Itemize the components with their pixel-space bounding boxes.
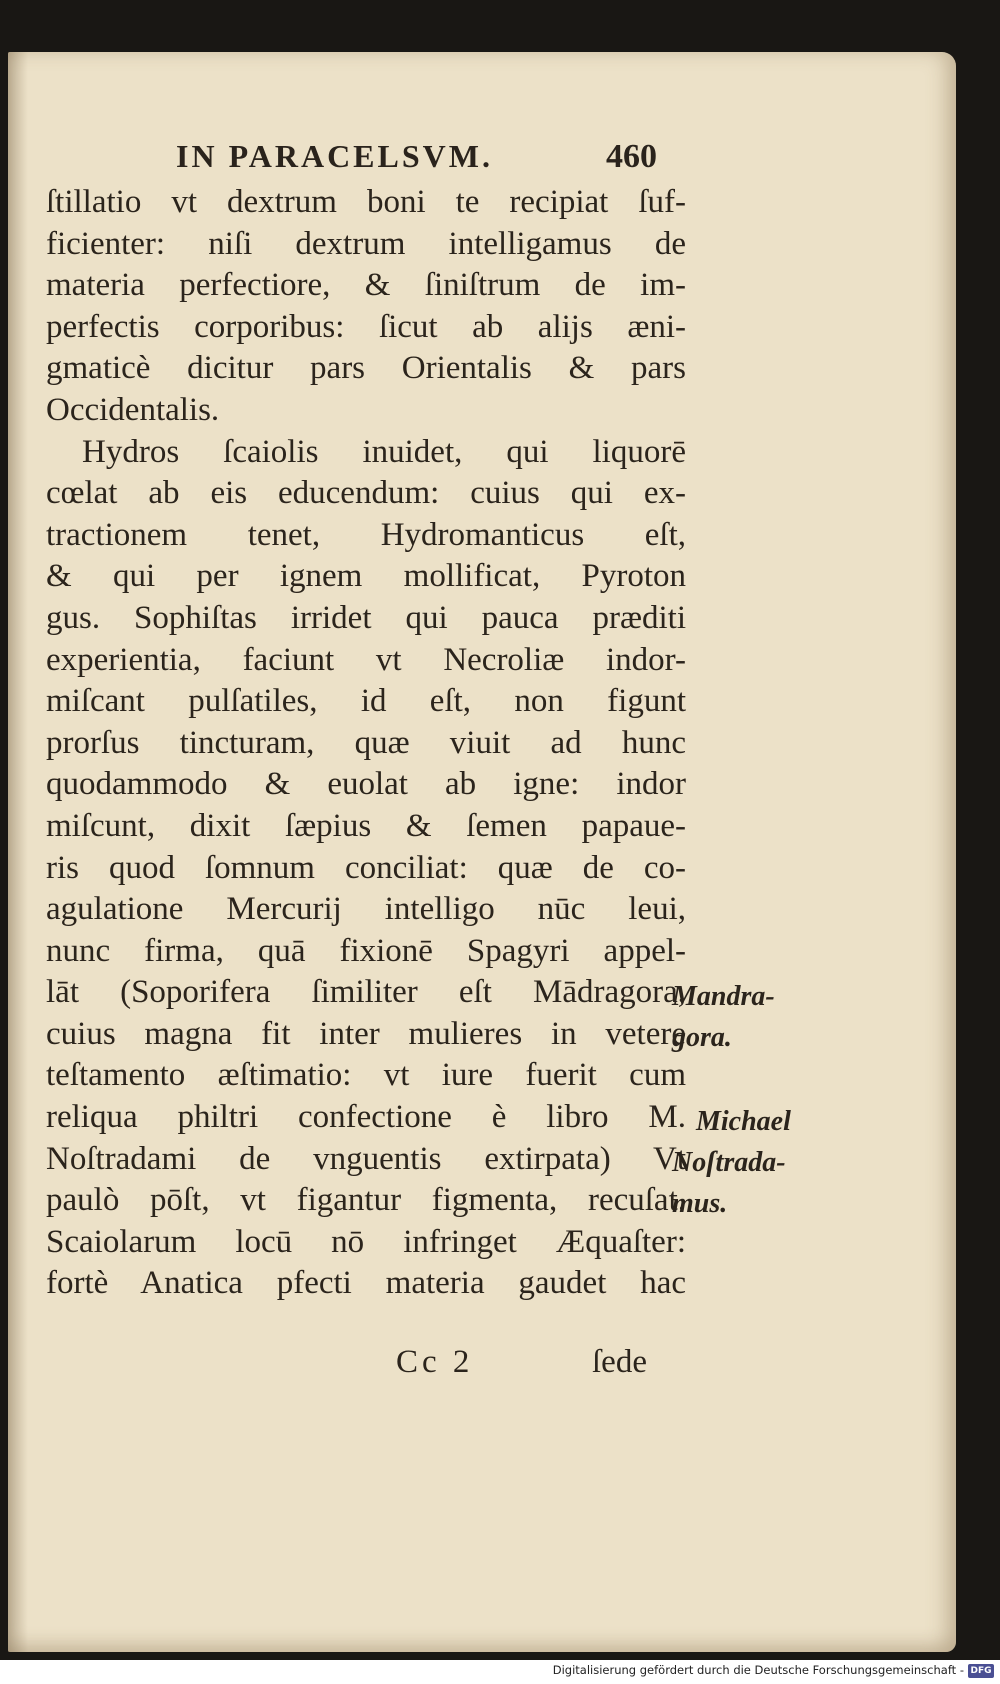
- text-line: ſtillatio vt dextrum boni te recipiat ſuf-: [46, 184, 686, 220]
- text-line: materia perfectiore, & ſiniſtrum de im-: [46, 267, 686, 304]
- text-line: ficienter: niſi dextrum intelligamus de: [46, 225, 686, 262]
- text-line: teſtamento æſtimatio: vt iure fuerit cum: [46, 1057, 686, 1094]
- text-line: ris quod ſomnum conciliat: quæ de co-: [46, 849, 686, 886]
- page-number: 460: [606, 138, 657, 175]
- text-line: gus. Sophiſtas irridet qui pauca præditi: [46, 599, 686, 636]
- marginal-note-mandragora: gora.: [672, 1022, 732, 1053]
- text-line: perfectis corporibus: ſicut ab alijs æni-: [46, 308, 686, 345]
- text-line: miſcant pulſatiles, id eſt, non figunt: [46, 683, 686, 720]
- text-line: paulò pōſt, vt figantur figmenta, recuſat.: [46, 1182, 686, 1219]
- text-line: Hydros ſcaiolis inuidet, qui liquorē: [82, 433, 686, 470]
- text-line: reliqua philtri confectione è libro M.: [46, 1099, 686, 1136]
- text-line: quodammodo & euolat ab igne: indor: [46, 766, 686, 803]
- marginal-note-mandragora: Mandra-: [672, 981, 775, 1012]
- text-line: Occidentalis.: [46, 391, 220, 428]
- text-line: tractionem tenet, Hydromanticus eſt,: [46, 516, 686, 553]
- catchword: ſede: [592, 1344, 647, 1380]
- signature-mark: Cc 2: [396, 1344, 474, 1380]
- marginal-note-nostradamus: Michael: [696, 1106, 791, 1137]
- catchline: [8, 1344, 956, 1386]
- text-line: nunc firma, quā fixionē Spagyri appel-: [46, 932, 686, 969]
- text-line: lāt (Soporifera ſimiliter eſt Mādragora,: [46, 974, 686, 1011]
- text-line: cœlat ab eis educendum: cuius qui ex-: [46, 475, 686, 512]
- text-line: gmaticè dicitur pars Orientalis & pars: [46, 350, 686, 387]
- text-line: experientia, faciunt vt Necroliæ indor-: [46, 641, 686, 678]
- dfg-logo-icon: DFG: [968, 1664, 994, 1678]
- marginal-note-nostradamus: Noſtrada-: [672, 1147, 786, 1178]
- text-line: prorſus tincturam, quæ viuit ad hunc: [46, 724, 686, 761]
- main-text: [46, 182, 686, 1305]
- text-line: Scaiolarum locū nō infringet Æquaſter:: [46, 1223, 686, 1260]
- text-line: fortè Anatica pfecti materia gaudet hac: [46, 1265, 686, 1302]
- text-line: & qui per ignem mollificat, Pyroton: [46, 558, 686, 595]
- funding-credit: Digitalisierung gefördert durch die Deutsche Forschungsgemeinschaft -: [552, 1663, 964, 1677]
- text-line: agulatione Mercurij intelligo nūc leui,: [46, 891, 686, 928]
- book-page: [8, 52, 956, 1652]
- marginal-note-nostradamus: mus.: [672, 1188, 728, 1219]
- footer-bar: [0, 1660, 1000, 1684]
- text-line: Noſtradami de vnguentis extirpata) Vt: [46, 1140, 686, 1177]
- text-line: miſcunt, dixit ſæpius & ſemen papaue-: [46, 807, 686, 844]
- text-line: cuius magna fit inter mulieres in vetere: [46, 1015, 686, 1052]
- running-head: IN PARACELSVM.: [176, 138, 493, 174]
